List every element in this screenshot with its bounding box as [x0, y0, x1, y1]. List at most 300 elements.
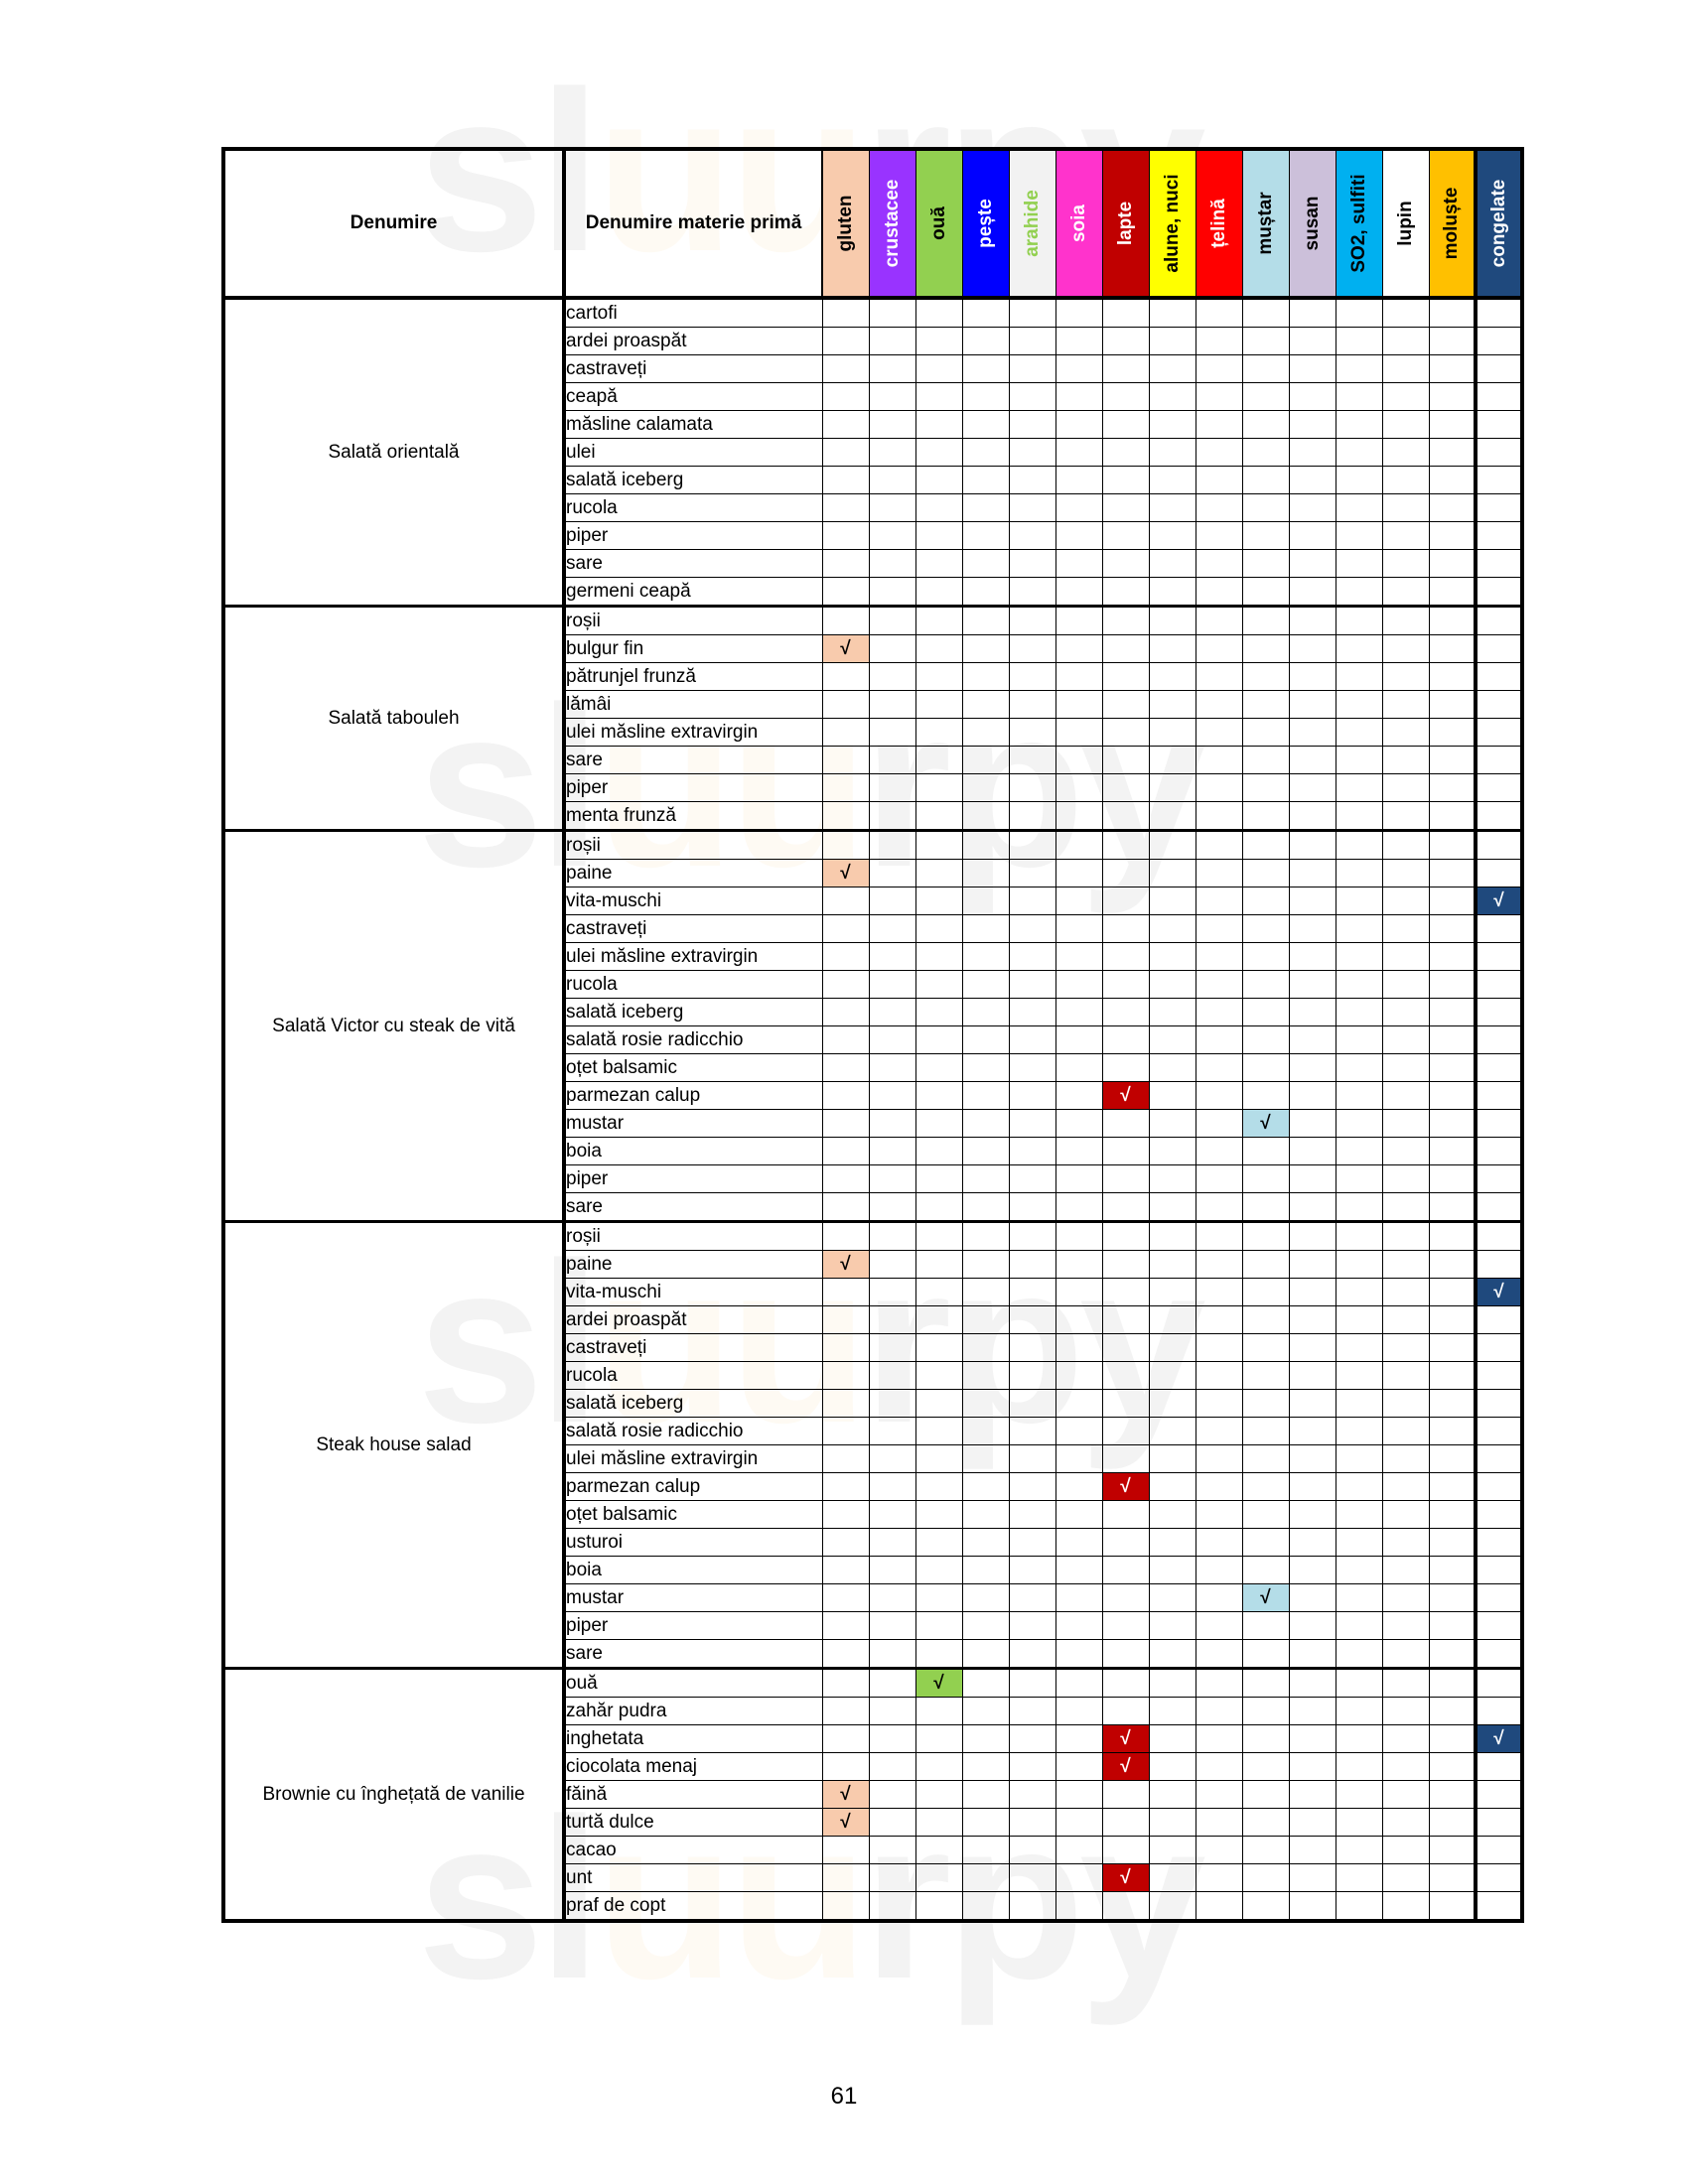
allergen-cell [1102, 1222, 1149, 1251]
ingredient-name: mustar [564, 1584, 822, 1612]
allergen-cell [915, 774, 962, 802]
allergen-cell [1382, 860, 1429, 887]
allergen-cell [1149, 1445, 1196, 1473]
allergen-cell [1055, 1082, 1102, 1110]
allergen-cell [1429, 1473, 1476, 1501]
allergen-cell [1476, 1138, 1522, 1165]
allergen-cell [1429, 1138, 1476, 1165]
allergen-cell [822, 1640, 869, 1669]
allergen-cell [1336, 1026, 1382, 1054]
ingredient-name: sare [564, 1640, 822, 1669]
allergen-cell [1429, 1753, 1476, 1781]
allergen-cell [1149, 411, 1196, 439]
allergen-cell [915, 1306, 962, 1334]
allergen-cell [1102, 1698, 1149, 1725]
allergen-cell [1055, 1193, 1102, 1222]
table-row [223, 298, 1522, 328]
allergen-cell [1242, 1864, 1289, 1892]
allergen-cell [1429, 1669, 1476, 1698]
allergen-cell [822, 1781, 869, 1809]
allergen-cell [1009, 1110, 1055, 1138]
allergen-cell [1149, 663, 1196, 691]
allergen-cell [869, 635, 915, 663]
allergen-table [221, 147, 1524, 1923]
allergen-cell [1382, 1640, 1429, 1669]
allergen-cell [822, 607, 869, 635]
allergen-cell [1242, 1279, 1289, 1306]
allergen-cell [1476, 1612, 1522, 1640]
allergen-cell [1382, 1445, 1429, 1473]
allergen-cell [1476, 1279, 1522, 1306]
allergen-cell [1476, 550, 1522, 578]
allergen-cell [1102, 298, 1149, 328]
allergen-cell [1476, 1725, 1522, 1753]
allergen-cell [1289, 1753, 1336, 1781]
allergen-cell [1429, 1418, 1476, 1445]
allergen-cell [1476, 1054, 1522, 1082]
allergen-cell [1055, 719, 1102, 747]
allergen-cell [1476, 1892, 1522, 1922]
allergen-cell [869, 383, 915, 411]
allergen-cell [822, 1279, 869, 1306]
allergen-cell [1476, 494, 1522, 522]
allergen-cell [1009, 1418, 1055, 1445]
allergen-cell [1429, 1809, 1476, 1837]
allergen-cell [1242, 1837, 1289, 1864]
allergen-cell [1242, 1584, 1289, 1612]
allergen-cell [1289, 1864, 1336, 1892]
allergen-cell [1336, 1082, 1382, 1110]
allergen-cell [1149, 831, 1196, 860]
allergen-cell [915, 1445, 962, 1473]
allergen-cell [1476, 691, 1522, 719]
allergen-cell [915, 328, 962, 355]
allergen-cell [1102, 1054, 1149, 1082]
allergen-cell [1382, 1892, 1429, 1922]
allergen-cell [1009, 1698, 1055, 1725]
allergen-cell [1289, 494, 1336, 522]
allergen-cell [1009, 1809, 1055, 1837]
allergen-cell [1476, 1222, 1522, 1251]
allergen-cell [1196, 1612, 1242, 1640]
allergen-cell [1009, 1612, 1055, 1640]
allergen-cell [1242, 635, 1289, 663]
allergen-cell [915, 1222, 962, 1251]
allergen-cell [1476, 1362, 1522, 1390]
allergen-cell [915, 1251, 962, 1279]
allergen-cell [1009, 1334, 1055, 1362]
allergen-cell [1149, 522, 1196, 550]
allergen-cell [1382, 915, 1429, 943]
allergen-cell [1055, 1781, 1102, 1809]
allergen-cell [1055, 522, 1102, 550]
allergen-cell [1196, 887, 1242, 915]
allergen-cell [1055, 1445, 1102, 1473]
allergen-cell [1429, 411, 1476, 439]
allergen-cell [915, 1640, 962, 1669]
allergen-cell [869, 1334, 915, 1362]
check-mark: √ [840, 638, 851, 659]
allergen-cell [1055, 860, 1102, 887]
allergen-cell [1336, 635, 1382, 663]
allergen-cell [1382, 328, 1429, 355]
allergen-cell [1336, 691, 1382, 719]
allergen-cell [1336, 663, 1382, 691]
allergen-cell [1429, 298, 1476, 328]
allergen-cell [1382, 439, 1429, 467]
check-mark: √ [1120, 1867, 1131, 1888]
allergen-cell [1429, 607, 1476, 635]
allergen-cell [915, 1557, 962, 1584]
allergen-cell [1009, 298, 1055, 328]
allergen-cell [822, 999, 869, 1026]
allergen-cell [1429, 1362, 1476, 1390]
allergen-cell [869, 774, 915, 802]
allergen-cell [869, 1612, 915, 1640]
allergen-cell [1289, 1725, 1336, 1753]
allergen-cell [1336, 1279, 1382, 1306]
allergen-cell [1009, 747, 1055, 774]
ingredient-name: piper [564, 1165, 822, 1193]
allergen-cell [1242, 999, 1289, 1026]
allergen-cell [1336, 1837, 1382, 1864]
allergen-cell [1009, 439, 1055, 467]
allergen-cell [962, 635, 1009, 663]
ingredient-name: ulei măsline extravirgin [564, 1445, 822, 1473]
allergen-cell [1476, 607, 1522, 635]
allergen-cell [1055, 1640, 1102, 1669]
allergen-cell [1102, 747, 1149, 774]
allergen-cell [1196, 1082, 1242, 1110]
allergen-cell [1196, 1362, 1242, 1390]
allergen-cell [915, 467, 962, 494]
allergen-cell [1336, 1640, 1382, 1669]
allergen-cell [1242, 1640, 1289, 1669]
allergen-cell [962, 971, 1009, 999]
allergen-cell [915, 439, 962, 467]
allergen-cell [1429, 719, 1476, 747]
allergen-cell [1429, 1165, 1476, 1193]
allergen-cell [822, 1390, 869, 1418]
check-mark: √ [840, 1784, 851, 1805]
check-mark: √ [933, 1673, 944, 1694]
allergen-cell [1149, 1725, 1196, 1753]
allergen-cell [1476, 1193, 1522, 1222]
allergen-cell [1289, 999, 1336, 1026]
allergen-cell [915, 1082, 962, 1110]
allergen-cell [1289, 1640, 1336, 1669]
allergen-cell [1476, 915, 1522, 943]
allergen-cell [915, 494, 962, 522]
allergen-cell [822, 1193, 869, 1222]
allergen-cell [1429, 550, 1476, 578]
allergen-cell [822, 1612, 869, 1640]
allergen-cell [1476, 383, 1522, 411]
allergen-cell [1382, 1473, 1429, 1501]
allergen-cell [1102, 1669, 1149, 1698]
allergen-cell [1242, 1193, 1289, 1222]
allergen-cell [1102, 999, 1149, 1026]
allergen-cell [1196, 467, 1242, 494]
allergen-cell [1196, 1222, 1242, 1251]
check-mark: √ [1120, 1085, 1131, 1106]
allergen-cell [1429, 383, 1476, 411]
allergen-cell [869, 943, 915, 971]
allergen-cell [1336, 774, 1382, 802]
allergen-cell [1196, 1445, 1242, 1473]
allergen-cell [822, 522, 869, 550]
allergen-cell [962, 1026, 1009, 1054]
allergen-cell [1476, 328, 1522, 355]
allergen-cell [869, 971, 915, 999]
allergen-cell [1242, 1473, 1289, 1501]
allergen-cell [1289, 1279, 1336, 1306]
allergen-cell [1429, 1445, 1476, 1473]
allergen-cell [1289, 1110, 1336, 1138]
allergen-cell [1102, 635, 1149, 663]
allergen-cell [1196, 1809, 1242, 1837]
allergen-cell [915, 1698, 962, 1725]
allergen-cell [962, 1753, 1009, 1781]
allergen-cell [869, 691, 915, 719]
allergen-cell [1336, 1165, 1382, 1193]
allergen-cell [1009, 1279, 1055, 1306]
ingredient-name: ceapă [564, 383, 822, 411]
allergen-cell [1336, 802, 1382, 831]
allergen-cell [1382, 1362, 1429, 1390]
allergen-cell [1242, 1612, 1289, 1640]
allergen-cell [1289, 355, 1336, 383]
allergen-cell [1055, 971, 1102, 999]
allergen-cell [962, 1557, 1009, 1584]
allergen-cell [869, 1584, 915, 1612]
allergen-cell [1429, 439, 1476, 467]
allergen-cell [1055, 1418, 1102, 1445]
allergen-cell [1149, 1082, 1196, 1110]
allergen-cell [915, 887, 962, 915]
allergen-cell [1055, 1390, 1102, 1418]
allergen-cell [1242, 411, 1289, 439]
table-header [223, 149, 1522, 298]
allergen-cell [1382, 1110, 1429, 1138]
allergen-cell [915, 1110, 962, 1138]
allergen-cell [1102, 467, 1149, 494]
allergen-cell [869, 494, 915, 522]
allergen-cell [1102, 831, 1149, 860]
allergen-cell [1196, 1837, 1242, 1864]
allergen-cell [1336, 607, 1382, 635]
allergen-cell [869, 1222, 915, 1251]
allergen-header [1102, 149, 1149, 298]
allergen-cell [1242, 915, 1289, 943]
allergen-cell [1476, 1640, 1522, 1669]
allergen-cell [1149, 860, 1196, 887]
allergen-cell [1382, 943, 1429, 971]
allergen-cell [1102, 1279, 1149, 1306]
allergen-cell [1289, 943, 1336, 971]
allergen-cell [1336, 887, 1382, 915]
allergen-header-label: congelate [1487, 179, 1509, 268]
ingredient-name: castraveți [564, 355, 822, 383]
allergen-cell [1336, 1725, 1382, 1753]
allergen-cell [869, 328, 915, 355]
table-row [223, 607, 1522, 635]
allergen-cell [1336, 1390, 1382, 1418]
allergen-cell [1009, 383, 1055, 411]
allergen-cell [1196, 328, 1242, 355]
allergen-cell [915, 1165, 962, 1193]
allergen-cell [1336, 971, 1382, 999]
allergen-cell [1102, 1892, 1149, 1922]
allergen-cell [822, 1669, 869, 1698]
allergen-cell [962, 1809, 1009, 1837]
ingredient-name: ardei proaspăt [564, 1306, 822, 1334]
allergen-cell [1289, 1418, 1336, 1445]
ingredient-name: rucola [564, 971, 822, 999]
allergen-cell [822, 1725, 869, 1753]
allergen-cell [1476, 1082, 1522, 1110]
allergen-cell [1382, 578, 1429, 607]
allergen-cell [822, 494, 869, 522]
allergen-cell [962, 1390, 1009, 1418]
allergen-cell [1336, 578, 1382, 607]
allergen-cell [1009, 1781, 1055, 1809]
allergen-cell [1009, 1362, 1055, 1390]
ingredient-name: pătrunjel frunză [564, 663, 822, 691]
allergen-cell [1196, 1279, 1242, 1306]
ingredient-name: boia [564, 1138, 822, 1165]
allergen-cell [1102, 1473, 1149, 1501]
allergen-cell [915, 943, 962, 971]
allergen-cell [1382, 1251, 1429, 1279]
allergen-cell [1055, 887, 1102, 915]
allergen-cell [1242, 719, 1289, 747]
allergen-cell [1476, 1529, 1522, 1557]
allergen-cell [1196, 747, 1242, 774]
allergen-cell [1336, 1892, 1382, 1922]
allergen-header [1429, 149, 1476, 298]
allergen-cell [1196, 1584, 1242, 1612]
allergen-cell [822, 719, 869, 747]
allergen-cell [1196, 774, 1242, 802]
allergen-cell [1289, 1529, 1336, 1557]
allergen-cell [1476, 578, 1522, 607]
ingredient-name: ardei proaspăt [564, 328, 822, 355]
allergen-cell [1242, 383, 1289, 411]
ingredient-name: piper [564, 522, 822, 550]
allergen-cell [1476, 1698, 1522, 1725]
allergen-cell [822, 1837, 869, 1864]
ingredient-name: zahăr pudra [564, 1698, 822, 1725]
allergen-cell [1242, 494, 1289, 522]
allergen-cell [1336, 1612, 1382, 1640]
allergen-cell [1429, 635, 1476, 663]
allergen-cell [1149, 802, 1196, 831]
allergen-cell [962, 1892, 1009, 1922]
allergen-cell [1429, 1864, 1476, 1892]
allergen-cell [822, 1165, 869, 1193]
allergen-cell [869, 1529, 915, 1557]
allergen-cell [1382, 1279, 1429, 1306]
allergen-cell [1382, 383, 1429, 411]
allergen-cell [1102, 1390, 1149, 1418]
allergen-cell [1382, 747, 1429, 774]
allergen-cell [962, 747, 1009, 774]
allergen-cell [1289, 1445, 1336, 1473]
ingredient-name: cartofi [564, 298, 822, 328]
allergen-cell [1196, 1501, 1242, 1529]
allergen-cell [1196, 1725, 1242, 1753]
allergen-cell [1289, 1165, 1336, 1193]
allergen-cell [1382, 1529, 1429, 1557]
allergen-cell [1149, 1753, 1196, 1781]
ingredient-name: parmezan calup [564, 1082, 822, 1110]
allergen-cell [1242, 1390, 1289, 1418]
allergen-cell [1009, 607, 1055, 635]
allergen-cell [1476, 467, 1522, 494]
ingredient-name: roșii [564, 1222, 822, 1251]
allergen-cell [1382, 1725, 1429, 1753]
allergen-cell [822, 1529, 869, 1557]
allergen-cell [822, 663, 869, 691]
allergen-cell [822, 1110, 869, 1138]
allergen-cell [1289, 1138, 1336, 1165]
allergen-cell [1102, 1165, 1149, 1193]
allergen-cell [1429, 1026, 1476, 1054]
allergen-cell [1102, 1082, 1149, 1110]
allergen-cell [1149, 578, 1196, 607]
allergen-cell [869, 298, 915, 328]
allergen-cell [915, 1892, 962, 1922]
allergen-cell [1476, 1669, 1522, 1698]
allergen-cell [1476, 1809, 1522, 1837]
allergen-cell [1055, 1698, 1102, 1725]
allergen-cell [1149, 1306, 1196, 1334]
allergen-cell [1055, 1251, 1102, 1279]
ingredient-name: sare [564, 747, 822, 774]
allergen-cell [1382, 1612, 1429, 1640]
allergen-cell [822, 411, 869, 439]
allergen-cell [1102, 971, 1149, 999]
allergen-cell [1196, 1864, 1242, 1892]
allergen-cell [1102, 1584, 1149, 1612]
allergen-cell [915, 999, 962, 1026]
allergen-cell [962, 1584, 1009, 1612]
allergen-cell [822, 971, 869, 999]
allergen-cell [1196, 522, 1242, 550]
allergen-cell [1149, 1334, 1196, 1362]
allergen-cell [962, 1110, 1009, 1138]
ingredient-name: inghetata [564, 1725, 822, 1753]
allergen-cell [1336, 1584, 1382, 1612]
allergen-cell [1055, 1222, 1102, 1251]
ingredient-name: boia [564, 1557, 822, 1584]
allergen-cell [1382, 1781, 1429, 1809]
allergen-cell [1009, 1529, 1055, 1557]
allergen-cell [1336, 1864, 1382, 1892]
allergen-cell [869, 1892, 915, 1922]
allergen-cell [1102, 328, 1149, 355]
allergen-cell [1055, 1725, 1102, 1753]
ingredient-name: castraveți [564, 915, 822, 943]
allergen-cell [869, 802, 915, 831]
check-mark: √ [1493, 890, 1504, 911]
allergen-cell [1476, 1501, 1522, 1529]
allergen-cell [1102, 1725, 1149, 1753]
allergen-cell [1336, 1501, 1382, 1529]
allergen-cell [869, 1082, 915, 1110]
allergen-cell [1009, 691, 1055, 719]
